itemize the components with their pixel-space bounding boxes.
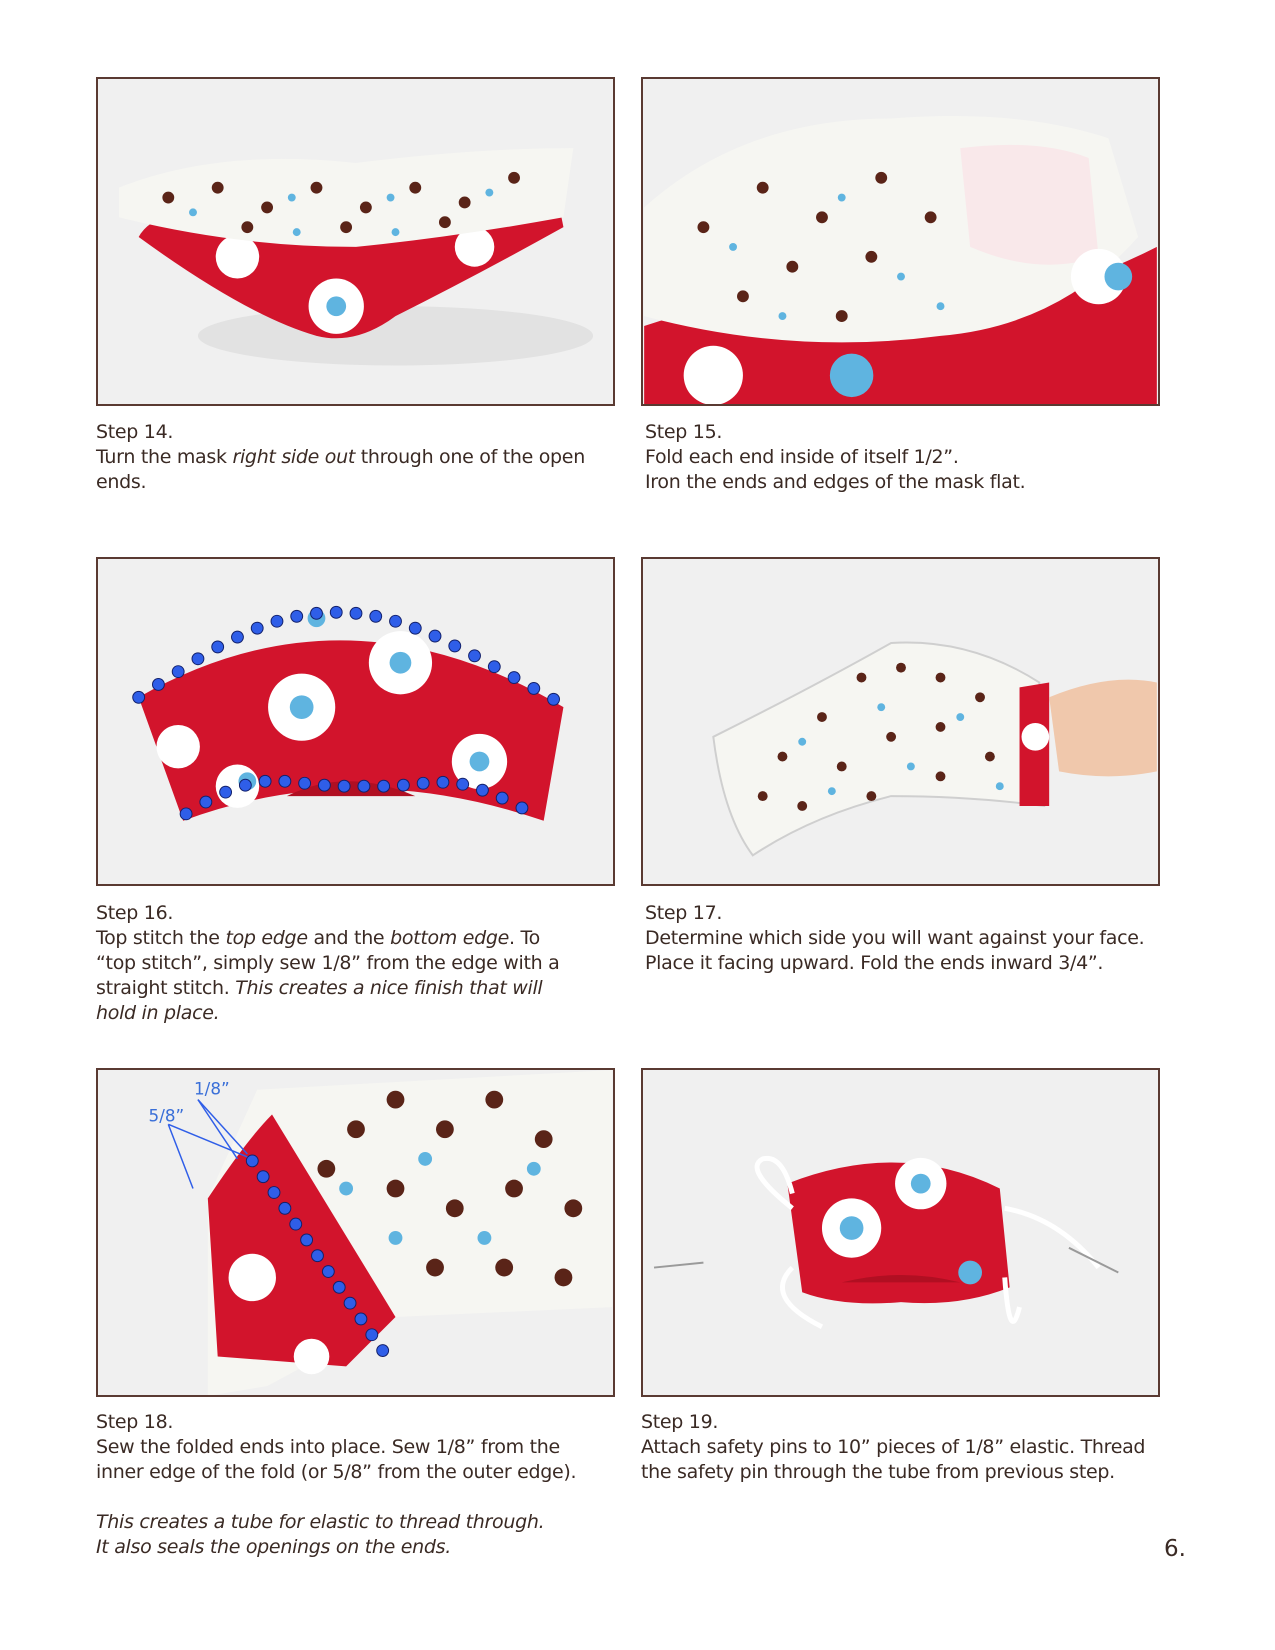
step-14-title: Step 14.	[96, 421, 174, 443]
step-15-line-1: Fold each end inside of itself 1/2”.	[645, 446, 959, 468]
step-16-title: Step 16.	[96, 902, 174, 924]
measure-label-1-8: 1/8”	[193, 1078, 230, 1099]
step-18-line-1: Sew the folded ends into place. Sew 1/8” from the inner edge of the fold (or 5/8” from the outer edge).	[96, 1436, 577, 1483]
step-18-title: Step 18.	[96, 1411, 174, 1433]
step-17-photo	[641, 557, 1160, 886]
step-14-caption	[96, 420, 616, 495]
step-16-caption	[96, 901, 566, 1026]
step-17-title: Step 17.	[645, 902, 723, 924]
step-19-line-1: Attach safety pins to 10” pieces of 1/8” elastic. Thread the safety pin through the tube from previous step.	[641, 1436, 1146, 1483]
step-18-note-2: It also seals the openings on the ends.	[96, 1536, 451, 1558]
page-number: 6.	[1164, 1536, 1186, 1562]
step-18-note-1: This creates a tube for elastic to thread through.	[96, 1511, 545, 1533]
step-14-text: Turn the mask right side out through one of the open ends.	[96, 446, 585, 493]
step-19-caption	[641, 1410, 1161, 1485]
step-16-photo	[96, 557, 615, 886]
step-17-caption	[645, 901, 1165, 976]
step-15-line-2: Iron the ends and edges of the mask flat.	[645, 471, 1026, 493]
mask-top-stitch-image	[98, 559, 613, 884]
finished-mask-with-elastic-image	[643, 1070, 1158, 1395]
step-16-text: Top stitch the top edge and the bottom edge. To “top stitch”, simply sew 1/8” from the edge with a straight stitch. This creates a nice finish that will hold in place.	[96, 927, 560, 1024]
mask-end-sewn-closeup-image	[98, 1070, 613, 1395]
step-17-line-1: Determine which side you will want against your face.	[645, 927, 1145, 949]
step-18-caption	[96, 1410, 596, 1560]
mask-turned-right-side-out-image	[98, 79, 613, 404]
step-15-caption	[645, 420, 1165, 495]
step-18-photo	[96, 1068, 615, 1397]
step-15-photo	[641, 77, 1160, 406]
step-19-title: Step 19.	[641, 1411, 719, 1433]
step-17-line-2: Place it facing upward. Fold the ends inward 3/4”.	[645, 952, 1104, 974]
step-14-photo	[96, 77, 615, 406]
step-15-title: Step 15.	[645, 421, 723, 443]
step-19-photo	[641, 1068, 1160, 1397]
measure-label-5-8: 5/8”	[148, 1105, 185, 1126]
mask-ends-folded-inward-image	[643, 559, 1158, 884]
mask-ends-folded-image	[643, 79, 1158, 404]
